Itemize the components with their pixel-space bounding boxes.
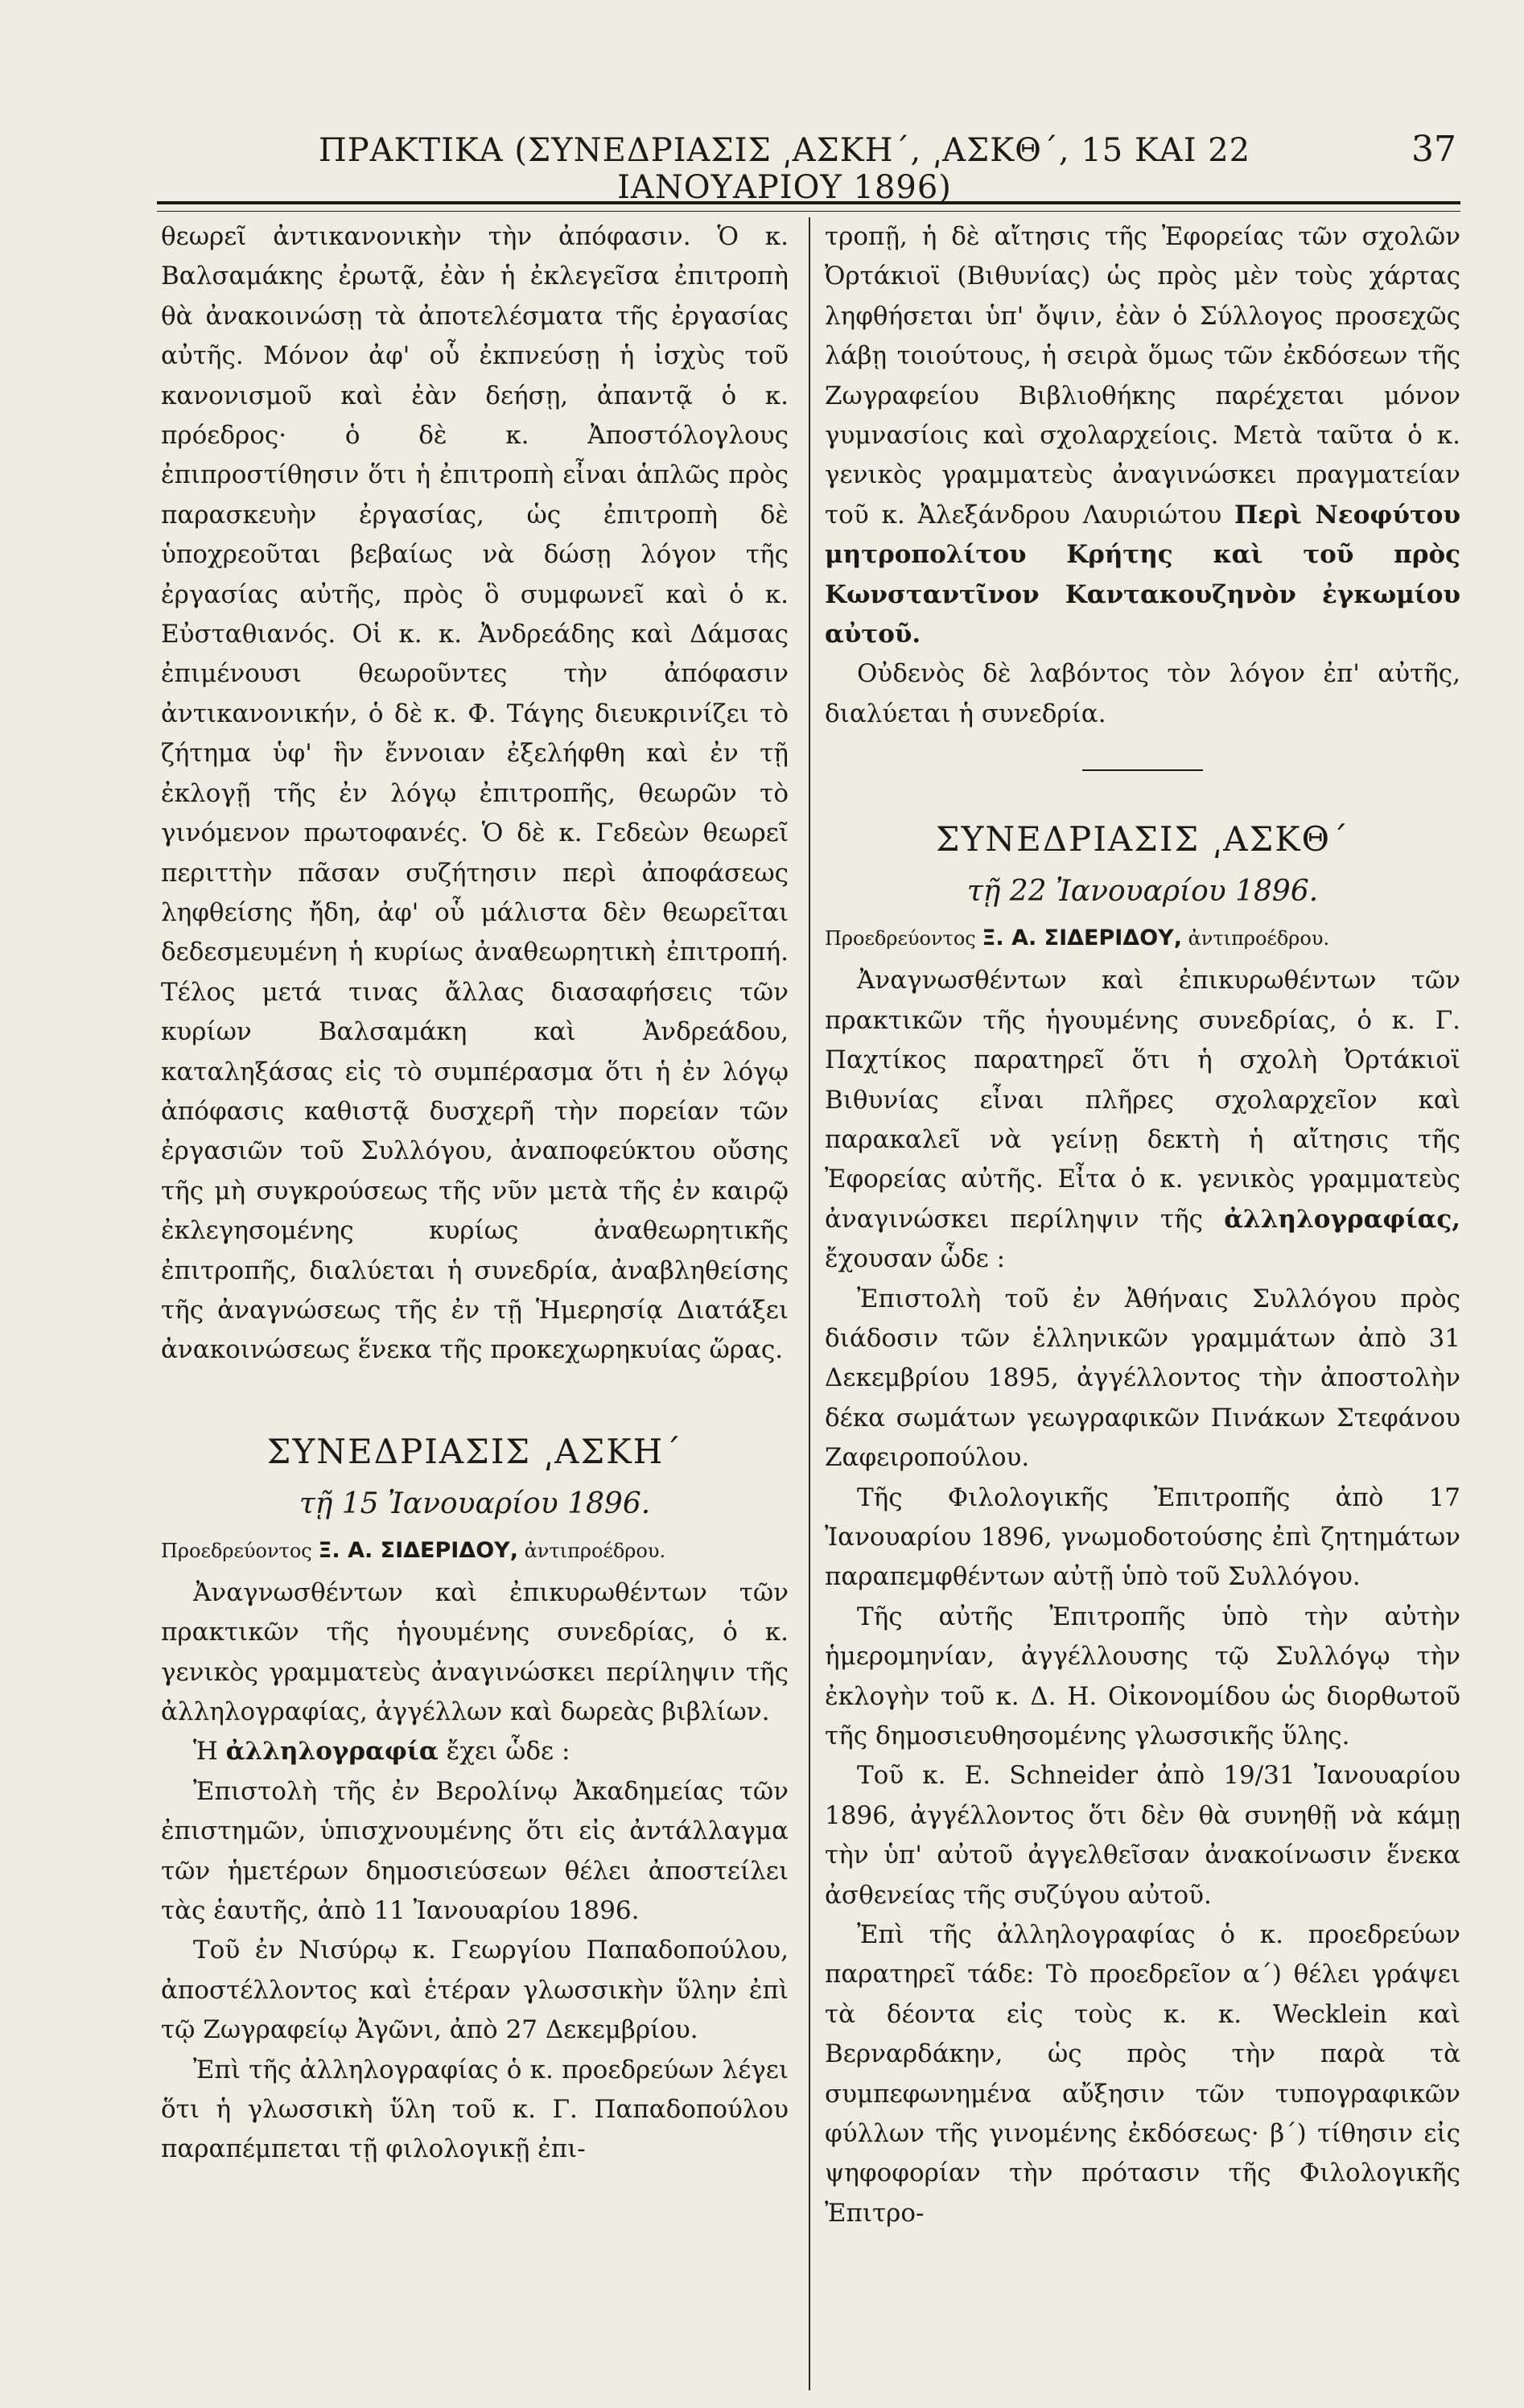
- paragraph-right-6: Τῆς αὐτῆς Ἐπιτροπῆς ὑπὸ τὴν αὐτὴν ἡμερομηνίαν, ἀγγέλλουσης τῷ Συλλόγῳ τὴν ἐκλογὴν τοῦ κ. Δ. Η. Οἰκονομίδου ὡς διορθωτοῦ τῆς δημοσιευθησομένης γλωσσικῆς ὕλης.: [825, 1602, 1460, 1750]
- presiding-line: [825, 916, 1460, 961]
- text: ἔχει ὧδε :: [446, 1737, 570, 1767]
- paragraph-left-3: [161, 1732, 789, 1771]
- paragraph-left-2: Ἀναγνωσθέντων καὶ ἐπικυρωθέντων τῶν πρακτικῶν τῆς ἡγουμένης συνεδρίας, ὁ κ. γενικὸς γραμματεὺς ἀναγινώσκει περίληψιν τῆς ἀλληλογραφίας, ἀγγέλλων καὶ δωρεὰς βιβλίων.: [161, 1577, 789, 1726]
- header-rule-thick: [157, 201, 1460, 204]
- page-number: 37: [1411, 129, 1456, 170]
- paragraph-right-4: Ἐπιστολὴ τοῦ ἐν Ἀθήναις Συλλόγου πρὸς διάδοσιν τῶν ἑλληνικῶν γραμμάτων ἀπὸ 31 Δεκεμβρίου 1895, ἀγγέλλοντος τὴν ἀποστολὴν δέκα σωμάτων γεωγραφικῶν Πινάκων Στεφάνου Ζαφειροπούλου.: [825, 1284, 1460, 1473]
- paragraph-left-1: θεωρεῖ ἀντικανονικὴν τὴν ἀπόφασιν. Ὁ κ. Βαλσαμάκης ἐρωτᾷ, ἐὰν ἡ ἐκλεγεῖσα ἐπιτροπὴ θὰ ἀνακοινώσῃ τὰ ἀποτελέσματα τῆς ἐργασίας αὐτῆς. Μόνον ἀφ' οὗ ἐκπνεύσῃ ἡ ἰσχὺς τοῦ κανονισμοῦ καὶ ἐὰν δεήσῃ, ἀπαντᾷ ὁ κ. πρόεδρος· ὁ δὲ κ. Ἀποστόλογλους ἐπιπροστίθησιν ὅτι ἡ ἐπιτροπὴ εἶναι ἁπλῶς πρὸς παρασκευὴν ἐργασίας, ὡς ἐπιτροπὴ δὲ ὑποχρεοῦται βεβαίως νὰ δώσῃ λόγον τῆς ἐργασίας αὐτῆς, πρὸς ὃ συμφωνεῖ καὶ ὁ κ. Εὐσταθιανός. Οἱ κ. κ. Ἀνδρεάδης καὶ Δάμσας ἐπιμένουσι θεωροῦντες τὴν ἀπόφασιν ἀντικανονικήν, ὁ δὲ κ. Φ. Τάγης διευκρινίζει τὸ ζήτημα ὑφ' ἣν ἔννοιαν ἐξελήφθη καὶ ἐν τῇ ἐκλογῇ τῆς ἐν λόγῳ ἐπιτροπῆς, θεωρῶν τὸ γινόμενον πρωτοφανές. Ὁ δὲ κ. Γεδεὼν θεωρεῖ περιττὴν πᾶσαν συζήτησιν περὶ ἀποφάσεως ληφθείσης ἤδη, ἀφ' οὗ μάλιστα δὲν θεωρεῖται δεδεσμευμένη ἡ κυρίως ἀναθεωρητικὴ ἐπιτροπή. Τέλος μετά τινας ἄλλας διασαφήσεις τῶν κυρίων Βαλσαμάκη καὶ Ἀνδρεάδου, καταληξάσας εἰς τὸ συμπέρασμα ὅτι ἡ ἐν λόγῳ ἀπόφασις καθιστᾷ δυσχερῆ τὴν πορείαν τῶν ἐργασιῶν τοῦ Συλλόγου, ἀναποφεύκτου οὔσης τῆς μὴ συγκρούσεως τῆς νῦν μετὰ τῆς ἐν καιρῷ ἐκλεγησομένης κυρίως ἀναθεωρητικῆς ἐπιτροπῆς, διαλύεται ἡ συνεδρία, ἀναβληθείσης τῆς ἀναγνώσεως τῆς ἐν τῇ Ἡμερησίᾳ Διατάξει ἀνακοινώσεως ἕνεκα τῆς προκεχωρηκυίας ὥρας.: [161, 222, 789, 1365]
- presiding-line: [161, 1528, 789, 1573]
- text: Ἡ: [193, 1737, 218, 1767]
- presiding-name: Ξ. Α. ΣΙΔΕΡΙΔΟΥ,: [318, 1537, 518, 1563]
- left-column: [161, 217, 789, 2170]
- running-head: ΠΡΑΚΤΙΚΑ (ΣΥΝΕΔΡΙΑΣΙΣ ͵ΑΣΚΗ΄, ͵ΑΣΚΘ΄, 15 ΚΑΙ 22 ΙΑΝΟΥΑΡΙΟΥ 1896): [318, 132, 1251, 206]
- running-header: [201, 121, 1456, 206]
- paragraph-right-3: [825, 961, 1460, 1279]
- correspondence-heading: ἀλληλογραφία: [225, 1737, 439, 1767]
- paragraph-left-4: Ἐπιστολὴ τῆς ἐν Βερολίνῳ Ἀκαδημείας τῶν ἐπιστημῶν, ὑπισχνουμένης ὅτι εἰς ἀντάλλαγμα τῶν ἡμετέρων δημοσιεύσεων θέλει ἀποστείλει τὰς ἑαυτῆς, ἀπὸ 11 Ἰανουαρίου 1896.: [161, 1776, 789, 1926]
- session-date: τῇ 15 Ἰανουαρίου 1896.: [299, 1486, 651, 1520]
- treatise-title: Περὶ Νεοφύτου μητροπολίτου Κρήτης καὶ τοῦ πρὸς Κωνσταντῖνον Καντακουζηνὸν ἐγκωμίου αὐτοῦ.: [825, 500, 1460, 649]
- correspondence-heading: ἀλληλογραφίας,: [1224, 1204, 1460, 1234]
- presiding-prefix: Προεδρεύοντος: [825, 927, 976, 950]
- session-title: ΣΥΝΕΔΡΙΑΣΙΣ ͵ΑΣΚΗ΄: [266, 1431, 683, 1471]
- paragraph-right-1: [825, 217, 1460, 654]
- presiding-suffix: ἀντιπροέδρου.: [524, 1539, 666, 1562]
- presiding-name: Ξ. Α. ΣΙΔΕΡΙΔΟΥ,: [982, 926, 1182, 951]
- session-heading-askth: [825, 811, 1460, 961]
- column-divider: [809, 217, 810, 2390]
- paragraph-right-5: Τῆς Φιλολογικῆς Ἐπιτροπῆς ἀπὸ 17 Ἰανουαρίου 1896, γνωμοδοτούσης ἐπὶ ζητημάτων παραπεμφθέντων αὐτῇ ὑπὸ τοῦ Συλλόγου.: [825, 1482, 1460, 1592]
- section-divider: [1082, 769, 1203, 771]
- paragraph-right-8: Ἐπὶ τῆς ἀλληλογραφίας ὁ κ. προεδρεύων παρατηρεῖ τάδε: Τὸ προεδρεῖον α΄) θέλει γράψει τὰ δέοντα εἰς τοὺς κ. κ. Wecklein καὶ Βερναρδάκην, ὡς πρὸς τὴν παρὰ τὰ συμπεφωνημένα αὔξησιν τῶν τυπογραφικῶν φύλλων τῆς γινομένης ἐκδόσεως· β΄) τίθησιν εἰς ψηφοφορίαν τὴν πρότασιν τῆς Φιλολογικῆς Ἐπιτρο-: [825, 1920, 1460, 2228]
- presiding-prefix: Προεδρεύοντος: [161, 1539, 312, 1562]
- text: ἔχουσαν ὧδε :: [825, 1244, 1006, 1274]
- session-heading-askh: [161, 1424, 789, 1573]
- header-rule-thin: [157, 211, 1460, 212]
- text: τροπῇ, ἡ δὲ αἴτησις τῆς Ἐφορείας τῶν σχολῶν Ὀρτάκιοϊ (Βιθυνίας) ὡς πρὸς μὲν τοὺς χάρτας ληφθήσεται ὑπ' ὄψιν, ἐὰν ὁ Σύλλογος προσεχῶς λάβῃ τοιούτους, ἡ σειρὰ ὅμως τῶν ἐκδόσεων τῆς Ζωγραφείου Βιβλιοθήκης παρέχεται μόνον γυμνασίοις καὶ σχολαρχείοις. Μετὰ ταῦτα ὁ κ. γενικὸς γραμματεὺς ἀναγινώσκει πραγματείαν τοῦ κ. Ἀλεξάνδρου Λαυριώτου: [825, 222, 1460, 530]
- session-date: τῇ 22 Ἰανουαρίου 1896.: [966, 875, 1319, 909]
- paragraph-right-2: Οὐδενὸς δὲ λαβόντος τὸν λόγον ἐπ' αὐτῆς, διαλύεται ἡ συνεδρία.: [825, 659, 1460, 728]
- right-column: [825, 217, 1460, 2233]
- session-title: ΣΥΝΕΔΡΙΑΣΙΣ ͵ΑΣΚΘ΄: [935, 819, 1350, 860]
- paragraph-left-6: Ἐπὶ τῆς ἀλληλογραφίας ὁ κ. προεδρεύων λέγει ὅτι ἡ γλωσσικὴ ὕλη τοῦ κ. Γ. Παπαδοπούλου παραπέμπεται τῇ φιλολογικῇ ἐπι-: [161, 2055, 789, 2164]
- paragraph-right-7: Τοῦ κ. E. Schneider ἀπὸ 19/31 Ἰανουαρίου 1896, ἀγγέλλοντος ὅτι δὲν θὰ συνηθῇ νὰ κάμῃ τὴν ὑπ' αὐτοῦ ἀγγελθεῖσαν ἀνακοίνωσιν ἕνεκα ἀσθενείας τῆς συζύγου αὐτοῦ.: [825, 1761, 1460, 1910]
- text: Ἀναγνωσθέντων καὶ ἐπικυρωθέντων τῶν πρακτικῶν τῆς ἡγουμένης συνεδρίας, ὁ κ. Γ. Παχτίκος παρατηρεῖ ὅτι ἡ σχολὴ Ὀρτάκιοϊ Βιθυνίας εἶναι πλῆρες σχολαρχεῖον καὶ παρακαλεῖ νὰ γείνῃ δεκτὴ ἡ αἴτησις τῆς Ἐφορείας αὐτῆς. Εἶτα ὁ κ. γενικὸς γραμματεὺς ἀναγινώσκει περίληψιν τῆς: [825, 966, 1460, 1234]
- presiding-suffix: ἀντιπροέδρου.: [1188, 927, 1330, 950]
- paragraph-left-5: Τοῦ ἐν Νισύρῳ κ. Γεωργίου Παπαδοπούλου, ἀποστέλλοντος καὶ ἑτέραν γλωσσικὴν ὕλην ἐπὶ τῷ Ζωγραφείῳ Ἀγῶνι, ἀπὸ 27 Δεκεμβρίου.: [161, 1936, 789, 2045]
